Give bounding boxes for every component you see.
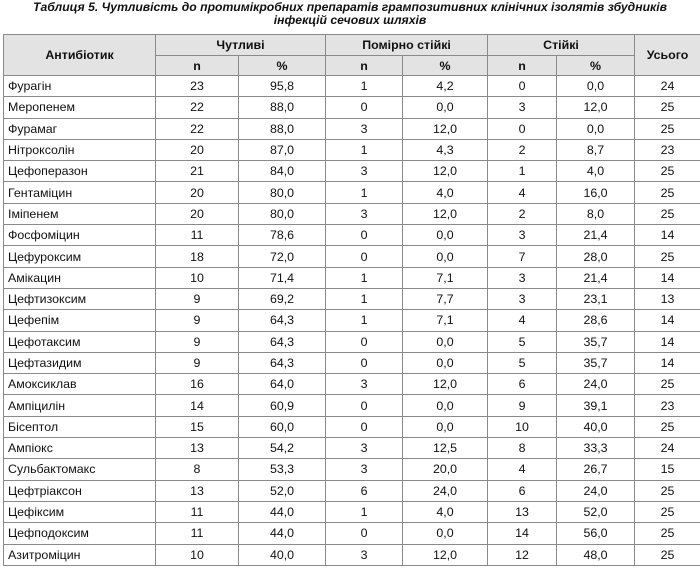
cell-sensitive-n: 15 — [156, 416, 239, 437]
table-body — [4, 76, 700, 566]
cell-antibiotic: Іміпенем — [4, 203, 156, 224]
table-row — [4, 203, 700, 224]
cell-sensitive-n: 13 — [156, 480, 239, 501]
cell-total: 14 — [635, 225, 700, 246]
cell-moderate-percent: 0,0 — [403, 97, 488, 118]
cell-antibiotic: Цефотаксим — [4, 331, 156, 352]
cell-sensitive-percent: 80,0 — [239, 203, 326, 224]
cell-moderate-n: 1 — [326, 310, 403, 331]
cell-sensitive-n: 9 — [156, 310, 239, 331]
cell-resistant-n: 14 — [488, 523, 557, 544]
cell-resistant-n: 8 — [488, 438, 557, 459]
cell-resistant-n: 0 — [488, 76, 557, 97]
cell-sensitive-percent: 95,8 — [239, 76, 326, 97]
cell-moderate-n: 0 — [326, 352, 403, 373]
cell-moderate-percent: 4,3 — [403, 139, 488, 160]
cell-resistant-n: 3 — [488, 267, 557, 288]
cell-resistant-percent: 39,1 — [557, 395, 635, 416]
cell-sensitive-n: 13 — [156, 438, 239, 459]
header-moderate: Помірно стійкі — [326, 35, 488, 56]
cell-moderate-percent: 0,0 — [403, 395, 488, 416]
cell-resistant-n: 4 — [488, 459, 557, 480]
cell-moderate-n: 0 — [326, 246, 403, 267]
table-row — [4, 501, 700, 522]
cell-sensitive-n: 11 — [156, 225, 239, 246]
cell-sensitive-n: 16 — [156, 374, 239, 395]
cell-sensitive-percent: 78,6 — [239, 225, 326, 246]
cell-antibiotic: Гентаміцин — [4, 182, 156, 203]
cell-moderate-n: 0 — [326, 331, 403, 352]
cell-sensitive-n: 8 — [156, 459, 239, 480]
table-row — [4, 288, 700, 309]
cell-sensitive-percent: 87,0 — [239, 139, 326, 160]
cell-resistant-percent: 24,0 — [557, 480, 635, 501]
cell-resistant-n: 1 — [488, 161, 557, 182]
cell-sensitive-n: 14 — [156, 395, 239, 416]
cell-total: 14 — [635, 310, 700, 331]
table-row — [4, 267, 700, 288]
cell-resistant-percent: 56,0 — [557, 523, 635, 544]
cell-moderate-percent: 7,1 — [403, 310, 488, 331]
cell-moderate-percent: 4,0 — [403, 501, 488, 522]
cell-resistant-percent: 52,0 — [557, 501, 635, 522]
cell-antibiotic: Цефтизоксим — [4, 288, 156, 309]
cell-resistant-n: 5 — [488, 331, 557, 352]
cell-antibiotic: Сульбактомакс — [4, 459, 156, 480]
cell-resistant-n: 2 — [488, 139, 557, 160]
cell-resistant-n: 6 — [488, 480, 557, 501]
cell-moderate-n: 0 — [326, 97, 403, 118]
cell-moderate-n: 0 — [326, 225, 403, 246]
cell-total: 25 — [635, 544, 700, 565]
cell-total: 25 — [635, 246, 700, 267]
cell-antibiotic: Фосфоміцин — [4, 225, 156, 246]
cell-total: 25 — [635, 97, 700, 118]
cell-moderate-n: 6 — [326, 480, 403, 501]
cell-resistant-percent: 0,0 — [557, 76, 635, 97]
table-row — [4, 438, 700, 459]
cell-moderate-n: 0 — [326, 395, 403, 416]
cell-moderate-percent: 0,0 — [403, 225, 488, 246]
cell-sensitive-n: 9 — [156, 352, 239, 373]
cell-resistant-n: 3 — [488, 288, 557, 309]
header-sensitive-percent: % — [239, 56, 326, 76]
cell-total: 25 — [635, 416, 700, 437]
cell-antibiotic: Азитроміцин — [4, 544, 156, 565]
cell-sensitive-percent: 52,0 — [239, 480, 326, 501]
cell-sensitive-percent: 53,3 — [239, 459, 326, 480]
cell-sensitive-n: 11 — [156, 523, 239, 544]
cell-sensitive-percent: 64,0 — [239, 374, 326, 395]
table-row — [4, 352, 700, 373]
cell-antibiotic: Цефіксим — [4, 501, 156, 522]
cell-sensitive-percent: 64,3 — [239, 352, 326, 373]
table-header — [4, 35, 700, 76]
cell-sensitive-percent: 84,0 — [239, 161, 326, 182]
cell-resistant-percent: 48,0 — [557, 544, 635, 565]
cell-resistant-percent: 28,6 — [557, 310, 635, 331]
cell-antibiotic: Амоксиклав — [4, 374, 156, 395]
cell-antibiotic: Цефтазидим — [4, 352, 156, 373]
header-resistant: Стійкі — [488, 35, 635, 56]
cell-moderate-n: 3 — [326, 118, 403, 139]
cell-moderate-n: 3 — [326, 544, 403, 565]
cell-total: 25 — [635, 161, 700, 182]
header-moderate-percent: % — [403, 56, 488, 76]
cell-total: 14 — [635, 267, 700, 288]
table-row — [4, 416, 700, 437]
cell-moderate-percent: 0,0 — [403, 416, 488, 437]
cell-resistant-n: 6 — [488, 374, 557, 395]
cell-sensitive-percent: 60,0 — [239, 416, 326, 437]
table-row — [4, 544, 700, 565]
cell-resistant-percent: 12,0 — [557, 97, 635, 118]
table-row — [4, 331, 700, 352]
cell-moderate-n: 1 — [326, 288, 403, 309]
cell-total: 25 — [635, 480, 700, 501]
header-sensitive: Чутливі — [156, 35, 326, 56]
cell-moderate-n: 3 — [326, 374, 403, 395]
table-row — [4, 225, 700, 246]
cell-resistant-percent: 0,0 — [557, 118, 635, 139]
cell-moderate-percent: 4,0 — [403, 182, 488, 203]
cell-resistant-percent: 23,1 — [557, 288, 635, 309]
cell-moderate-percent: 4,2 — [403, 76, 488, 97]
cell-total: 25 — [635, 203, 700, 224]
cell-sensitive-n: 22 — [156, 118, 239, 139]
cell-total: 25 — [635, 118, 700, 139]
cell-antibiotic: Меропенем — [4, 97, 156, 118]
cell-resistant-n: 5 — [488, 352, 557, 373]
cell-moderate-percent: 0,0 — [403, 246, 488, 267]
cell-antibiotic: Амікацин — [4, 267, 156, 288]
cell-sensitive-n: 10 — [156, 544, 239, 565]
cell-moderate-n: 1 — [326, 501, 403, 522]
cell-antibiotic: Цефуроксим — [4, 246, 156, 267]
cell-sensitive-n: 9 — [156, 331, 239, 352]
cell-antibiotic: Ампіцилін — [4, 395, 156, 416]
cell-total: 23 — [635, 395, 700, 416]
cell-resistant-n: 13 — [488, 501, 557, 522]
cell-resistant-n: 12 — [488, 544, 557, 565]
cell-moderate-n: 3 — [326, 161, 403, 182]
table-row — [4, 523, 700, 544]
table-row — [4, 161, 700, 182]
cell-resistant-percent: 24,0 — [557, 374, 635, 395]
cell-sensitive-percent: 64,3 — [239, 310, 326, 331]
cell-resistant-percent: 21,4 — [557, 225, 635, 246]
caption-line-2: інфекцій сечових шляхів — [273, 13, 427, 27]
cell-moderate-percent: 0,0 — [403, 352, 488, 373]
cell-antibiotic: Цефподоксим — [4, 523, 156, 544]
cell-antibiotic: Нітроксолін — [4, 139, 156, 160]
cell-moderate-n: 3 — [326, 459, 403, 480]
cell-sensitive-percent: 44,0 — [239, 501, 326, 522]
table-row — [4, 310, 700, 331]
cell-moderate-n: 0 — [326, 523, 403, 544]
cell-sensitive-percent: 88,0 — [239, 118, 326, 139]
cell-moderate-percent: 0,0 — [403, 523, 488, 544]
cell-moderate-n: 3 — [326, 438, 403, 459]
cell-resistant-percent: 33,3 — [557, 438, 635, 459]
cell-resistant-percent: 26,7 — [557, 459, 635, 480]
cell-sensitive-percent: 69,2 — [239, 288, 326, 309]
susceptibility-table — [3, 34, 700, 566]
cell-total: 15 — [635, 459, 700, 480]
cell-sensitive-n: 22 — [156, 97, 239, 118]
cell-sensitive-percent: 60,9 — [239, 395, 326, 416]
cell-sensitive-n: 11 — [156, 501, 239, 522]
cell-total: 13 — [635, 288, 700, 309]
cell-sensitive-n: 20 — [156, 203, 239, 224]
cell-moderate-n: 3 — [326, 203, 403, 224]
cell-moderate-percent: 12,0 — [403, 203, 488, 224]
cell-moderate-n: 1 — [326, 139, 403, 160]
cell-moderate-percent: 0,0 — [403, 331, 488, 352]
table-row — [4, 118, 700, 139]
cell-resistant-percent: 21,4 — [557, 267, 635, 288]
cell-total: 23 — [635, 139, 700, 160]
table-row — [4, 97, 700, 118]
cell-antibiotic: Цефоперазон — [4, 161, 156, 182]
cell-sensitive-n: 10 — [156, 267, 239, 288]
header-moderate-n: n — [326, 56, 403, 76]
cell-resistant-percent: 16,0 — [557, 182, 635, 203]
cell-sensitive-percent: 88,0 — [239, 97, 326, 118]
caption-line-1: Таблиця 5. Чутливість до протимікробних препаратів грампозитивних клінічних ізолятів збудників — [33, 0, 667, 14]
header-total: Усього — [635, 35, 700, 76]
cell-sensitive-percent: 64,3 — [239, 331, 326, 352]
cell-sensitive-percent: 72,0 — [239, 246, 326, 267]
cell-moderate-percent: 24,0 — [403, 480, 488, 501]
table-row — [4, 76, 700, 97]
cell-sensitive-percent: 71,4 — [239, 267, 326, 288]
table-row — [4, 182, 700, 203]
cell-resistant-percent: 28,0 — [557, 246, 635, 267]
cell-moderate-percent: 20,0 — [403, 459, 488, 480]
cell-resistant-percent: 8,7 — [557, 139, 635, 160]
cell-moderate-n: 0 — [326, 416, 403, 437]
cell-sensitive-percent: 44,0 — [239, 523, 326, 544]
cell-resistant-n: 3 — [488, 97, 557, 118]
cell-sensitive-percent: 40,0 — [239, 544, 326, 565]
cell-moderate-percent: 12,0 — [403, 161, 488, 182]
cell-sensitive-n: 21 — [156, 161, 239, 182]
cell-resistant-n: 2 — [488, 203, 557, 224]
header-sensitive-n: n — [156, 56, 239, 76]
cell-antibiotic: Бісептол — [4, 416, 156, 437]
cell-total: 24 — [635, 76, 700, 97]
cell-moderate-percent: 12,0 — [403, 374, 488, 395]
cell-moderate-percent: 7,1 — [403, 267, 488, 288]
cell-total: 25 — [635, 182, 700, 203]
cell-sensitive-n: 20 — [156, 139, 239, 160]
cell-resistant-n: 9 — [488, 395, 557, 416]
cell-antibiotic: Цефтріаксон — [4, 480, 156, 501]
cell-resistant-percent: 40,0 — [557, 416, 635, 437]
cell-sensitive-n: 18 — [156, 246, 239, 267]
table-row — [4, 374, 700, 395]
cell-moderate-percent: 12,0 — [403, 544, 488, 565]
header-resistant-percent: % — [557, 56, 635, 76]
cell-resistant-percent: 35,7 — [557, 352, 635, 373]
cell-total: 24 — [635, 438, 700, 459]
cell-antibiotic: Цефепім — [4, 310, 156, 331]
cell-sensitive-n: 9 — [156, 288, 239, 309]
cell-resistant-n: 0 — [488, 118, 557, 139]
cell-sensitive-n: 23 — [156, 76, 239, 97]
table-row — [4, 480, 700, 501]
cell-resistant-n: 4 — [488, 182, 557, 203]
header-antibiotic: Антибіотик — [4, 35, 156, 76]
cell-resistant-percent: 8,0 — [557, 203, 635, 224]
cell-resistant-percent: 35,7 — [557, 331, 635, 352]
cell-total: 25 — [635, 501, 700, 522]
cell-moderate-percent: 12,0 — [403, 118, 488, 139]
cell-moderate-n: 1 — [326, 267, 403, 288]
cell-moderate-n: 1 — [326, 76, 403, 97]
cell-moderate-n: 1 — [326, 182, 403, 203]
cell-total: 25 — [635, 523, 700, 544]
cell-total: 14 — [635, 331, 700, 352]
table-row — [4, 395, 700, 416]
cell-resistant-n: 7 — [488, 246, 557, 267]
cell-moderate-percent: 7,7 — [403, 288, 488, 309]
cell-sensitive-percent: 54,2 — [239, 438, 326, 459]
cell-antibiotic: Ампіокс — [4, 438, 156, 459]
table-row — [4, 459, 700, 480]
cell-total: 14 — [635, 352, 700, 373]
header-resistant-n: n — [488, 56, 557, 76]
cell-antibiotic: Фурагін — [4, 76, 156, 97]
cell-resistant-n: 3 — [488, 225, 557, 246]
cell-total: 25 — [635, 374, 700, 395]
cell-sensitive-percent: 80,0 — [239, 182, 326, 203]
table-row — [4, 246, 700, 267]
cell-antibiotic: Фурамаг — [4, 118, 156, 139]
table-caption — [0, 0, 700, 32]
cell-resistant-n: 10 — [488, 416, 557, 437]
cell-resistant-n: 4 — [488, 310, 557, 331]
cell-moderate-percent: 12,5 — [403, 438, 488, 459]
cell-sensitive-n: 20 — [156, 182, 239, 203]
cell-resistant-percent: 4,0 — [557, 161, 635, 182]
table-row — [4, 139, 700, 160]
